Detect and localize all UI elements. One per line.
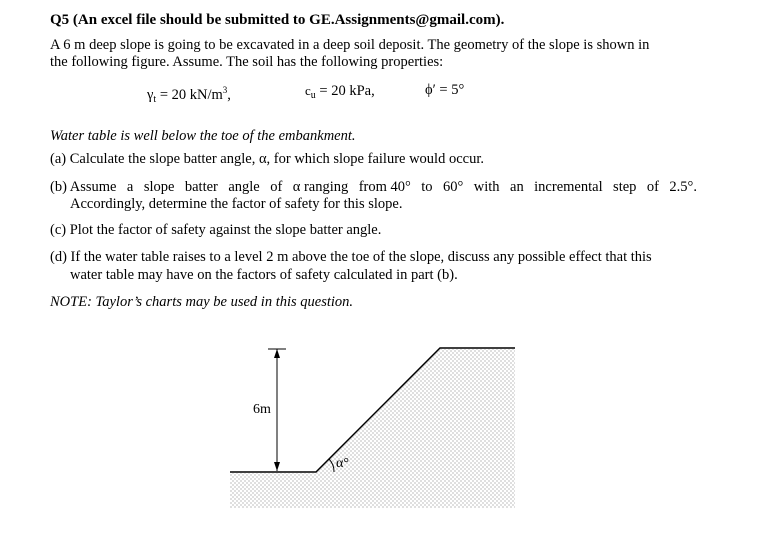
- cu-subscript: u: [310, 90, 316, 101]
- intro-line-1: A 6 m deep slope is going to be excavated in a deep soil deposit. The geometry of the slope is shown in: [50, 37, 650, 53]
- part-b-word: step: [613, 179, 637, 195]
- part-d-line-1: (d) If the water table raises to a level 2 m above the toe of the slope, discuss any possible effect that this: [50, 249, 652, 265]
- part-d-line-2: water table may have on the factors of safety calculated in part (b).: [70, 267, 458, 283]
- question-title: Q5 (An excel file should be submitted to GE.Assignments@gmail.com).: [50, 12, 505, 28]
- dimension-arrow-up: [274, 349, 280, 358]
- part-b-word: 60°: [443, 179, 464, 195]
- part-b-word: from 40°: [358, 179, 411, 195]
- part-b-word: incremental: [534, 179, 603, 195]
- part-b-line-2: Accordingly, determine the factor of safety for this slope.: [70, 196, 403, 212]
- gamma-superscript: 3: [222, 85, 228, 95]
- part-b-word: batter: [184, 179, 218, 195]
- part-b-word: α ranging: [292, 179, 349, 195]
- intro-line-2: the following figure. Assume. The soil has the following properties:: [50, 54, 444, 70]
- part-c: (c) Plot the factor of safety against the slope batter angle.: [50, 222, 382, 238]
- part-b-word: to: [421, 179, 433, 195]
- gamma-value: = 20 kN/m: [156, 87, 223, 103]
- gamma-subscript: t: [153, 94, 157, 105]
- part-b-word: an: [510, 179, 524, 195]
- friction-angle-property: ϕ′ = 5°: [425, 82, 465, 98]
- part-b-word: a: [126, 179, 134, 195]
- part-b-word: angle: [228, 179, 260, 195]
- part-b-word: of: [646, 179, 659, 195]
- gamma-symbol: γ: [147, 87, 154, 103]
- water-table-note: Water table is well below the toe of the embankment.: [50, 128, 356, 144]
- part-b-word: (b) Assume: [50, 179, 117, 195]
- dimension-arrow-down: [274, 462, 280, 471]
- note: NOTE: Taylor’s charts may be used in this question.: [50, 294, 354, 310]
- part-b-word: of: [270, 179, 283, 195]
- part-b-word: slope: [143, 179, 175, 195]
- part-b-word: with: [473, 179, 500, 195]
- cu-value: = 20 kPa,: [315, 83, 375, 99]
- soil-mass: [230, 349, 515, 508]
- cu-symbol: c: [305, 83, 311, 98]
- angle-label: α°: [336, 456, 349, 471]
- part-b-word: 2.5°.: [669, 179, 697, 195]
- height-label: 6m: [253, 402, 271, 417]
- gamma-tail: ,: [227, 87, 231, 103]
- part-a: (a) Calculate the slope batter angle, α, for which slope failure would occur.: [50, 151, 484, 167]
